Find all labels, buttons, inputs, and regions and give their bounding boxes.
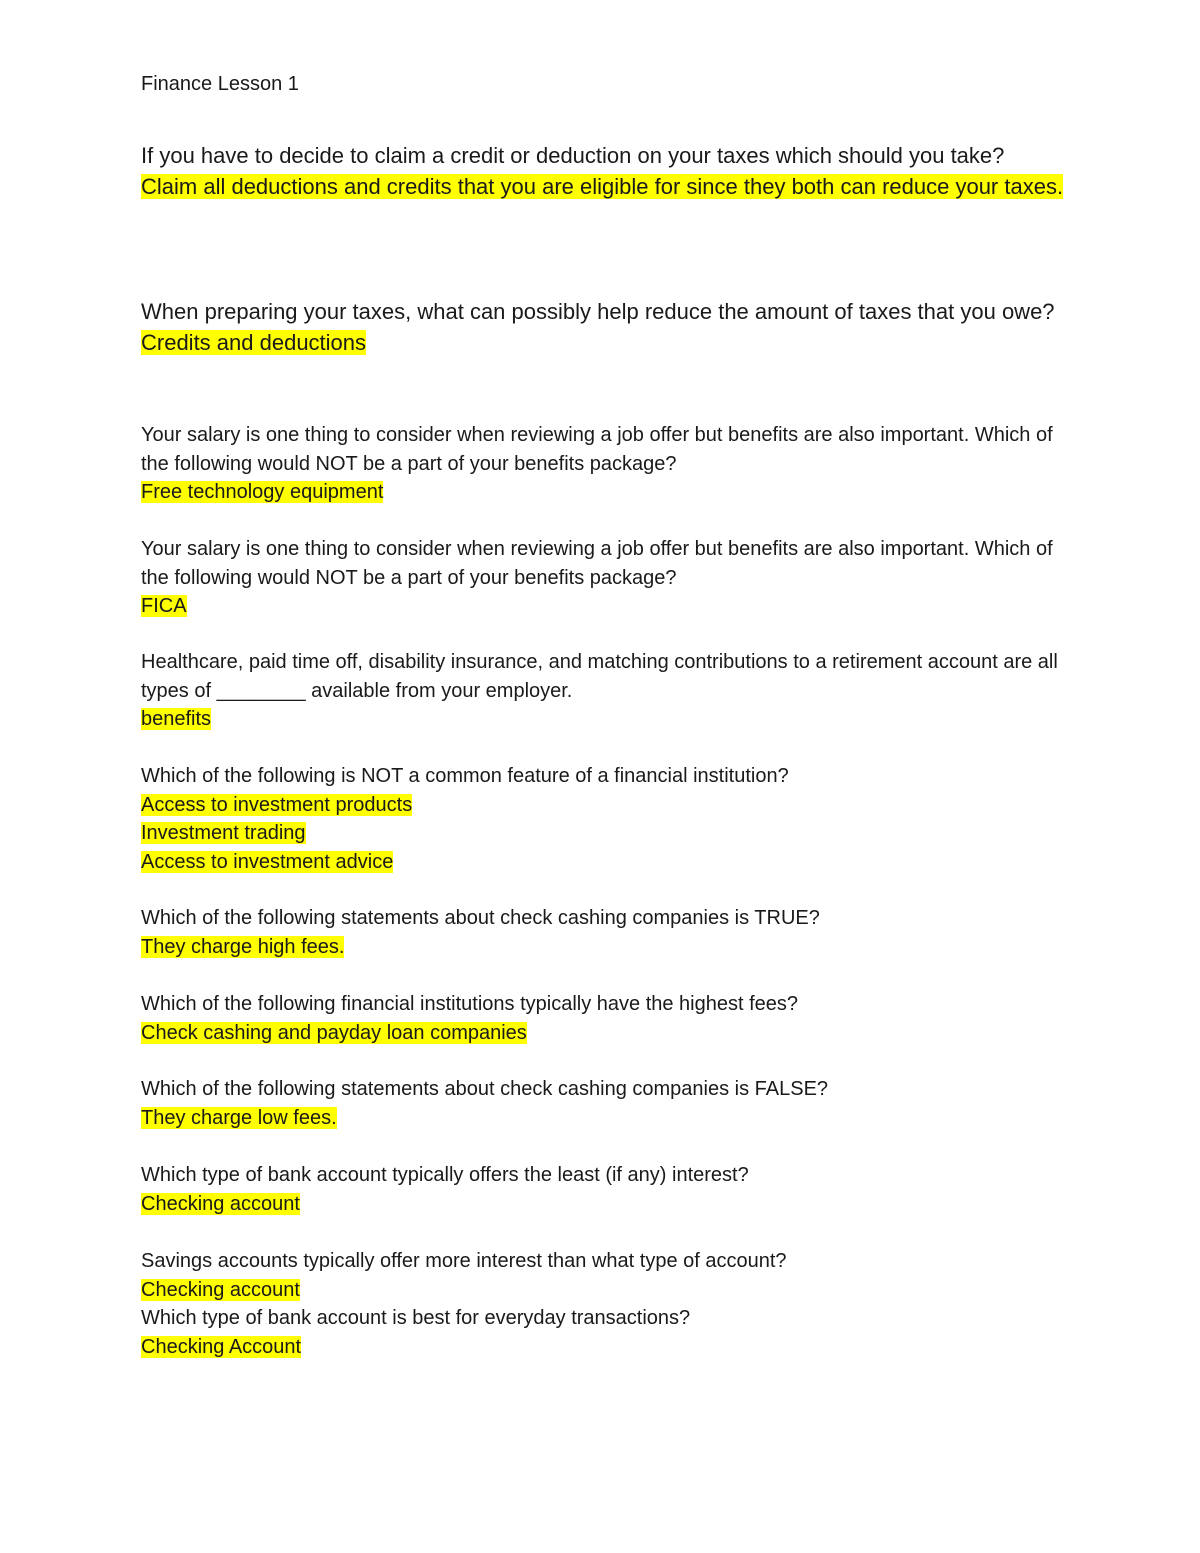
qa-item-10 <box>141 1161 1071 1218</box>
qa-item-2 <box>141 296 1071 358</box>
question-text: Which of the following statements about check cashing companies is TRUE? <box>141 907 820 929</box>
qa-item-11 <box>141 1247 1071 1361</box>
question-text: If you have to decide to claim a credit or deduction on your taxes which should you take? <box>141 143 1005 168</box>
qa-item-7 <box>141 904 1071 961</box>
answer-highlight: FICA <box>141 595 187 617</box>
answer-highlight: Free technology equipment <box>141 481 384 503</box>
answer-highlight: Checking account <box>141 1192 300 1215</box>
answer-highlight: They charge low fees. <box>141 1106 337 1129</box>
answer-highlight: Investment trading <box>141 822 306 844</box>
document-title: Finance Lesson 1 <box>141 73 299 95</box>
qa-item-1 <box>141 140 1071 202</box>
question-text: Which of the following statements about check cashing companies is FALSE? <box>141 1078 829 1100</box>
answer-highlight: benefits <box>141 708 212 730</box>
question-text: When preparing your taxes, what can possibly help reduce the amount of taxes that you owe? <box>141 299 1055 324</box>
question-text: Which of the following financial institutions typically have the highest fees? <box>141 993 799 1015</box>
question-text: Which of the following is NOT a common feature of a financial institution? <box>141 765 789 787</box>
question-text: Which type of bank account is best for everyday transactions? <box>141 1307 691 1329</box>
answer-highlight: Checking account <box>141 1278 300 1301</box>
qa-item-3 <box>141 421 1071 507</box>
answer-highlight: Credits and deductions <box>141 330 367 355</box>
answer-highlight: Claim all deductions and credits that you are eligible for since they both can reduce your taxes. <box>141 174 1064 199</box>
answer-highlight: Check cashing and payday loan companies <box>141 1021 527 1044</box>
answer-highlight: Checking Account <box>141 1335 302 1358</box>
qa-item-4 <box>141 535 1071 621</box>
qa-item-5 <box>141 648 1071 734</box>
question-text: Your salary is one thing to consider when reviewing a job offer but benefits are also important. Which of the following would NOT be a part of your benefits package? <box>141 538 1053 589</box>
question-text: Your salary is one thing to consider when reviewing a job offer but benefits are also important. Which of the following would NOT be a part of your benefits package? <box>141 424 1053 475</box>
qa-item-8 <box>141 990 1071 1047</box>
qa-item-9 <box>141 1075 1071 1132</box>
answer-highlight: They charge high fees. <box>141 935 345 958</box>
question-text: Healthcare, paid time off, disability insurance, and matching contributions to a retirement account are all types of ________ available from your employer. <box>141 651 1058 702</box>
answer-highlight: Access to investment advice <box>141 850 394 873</box>
answer-highlight: Access to investment products <box>141 793 413 816</box>
question-text: Savings accounts typically offer more interest than what type of account? <box>141 1250 787 1272</box>
question-text: Which type of bank account typically offers the least (if any) interest? <box>141 1164 749 1186</box>
qa-item-6 <box>141 762 1071 876</box>
